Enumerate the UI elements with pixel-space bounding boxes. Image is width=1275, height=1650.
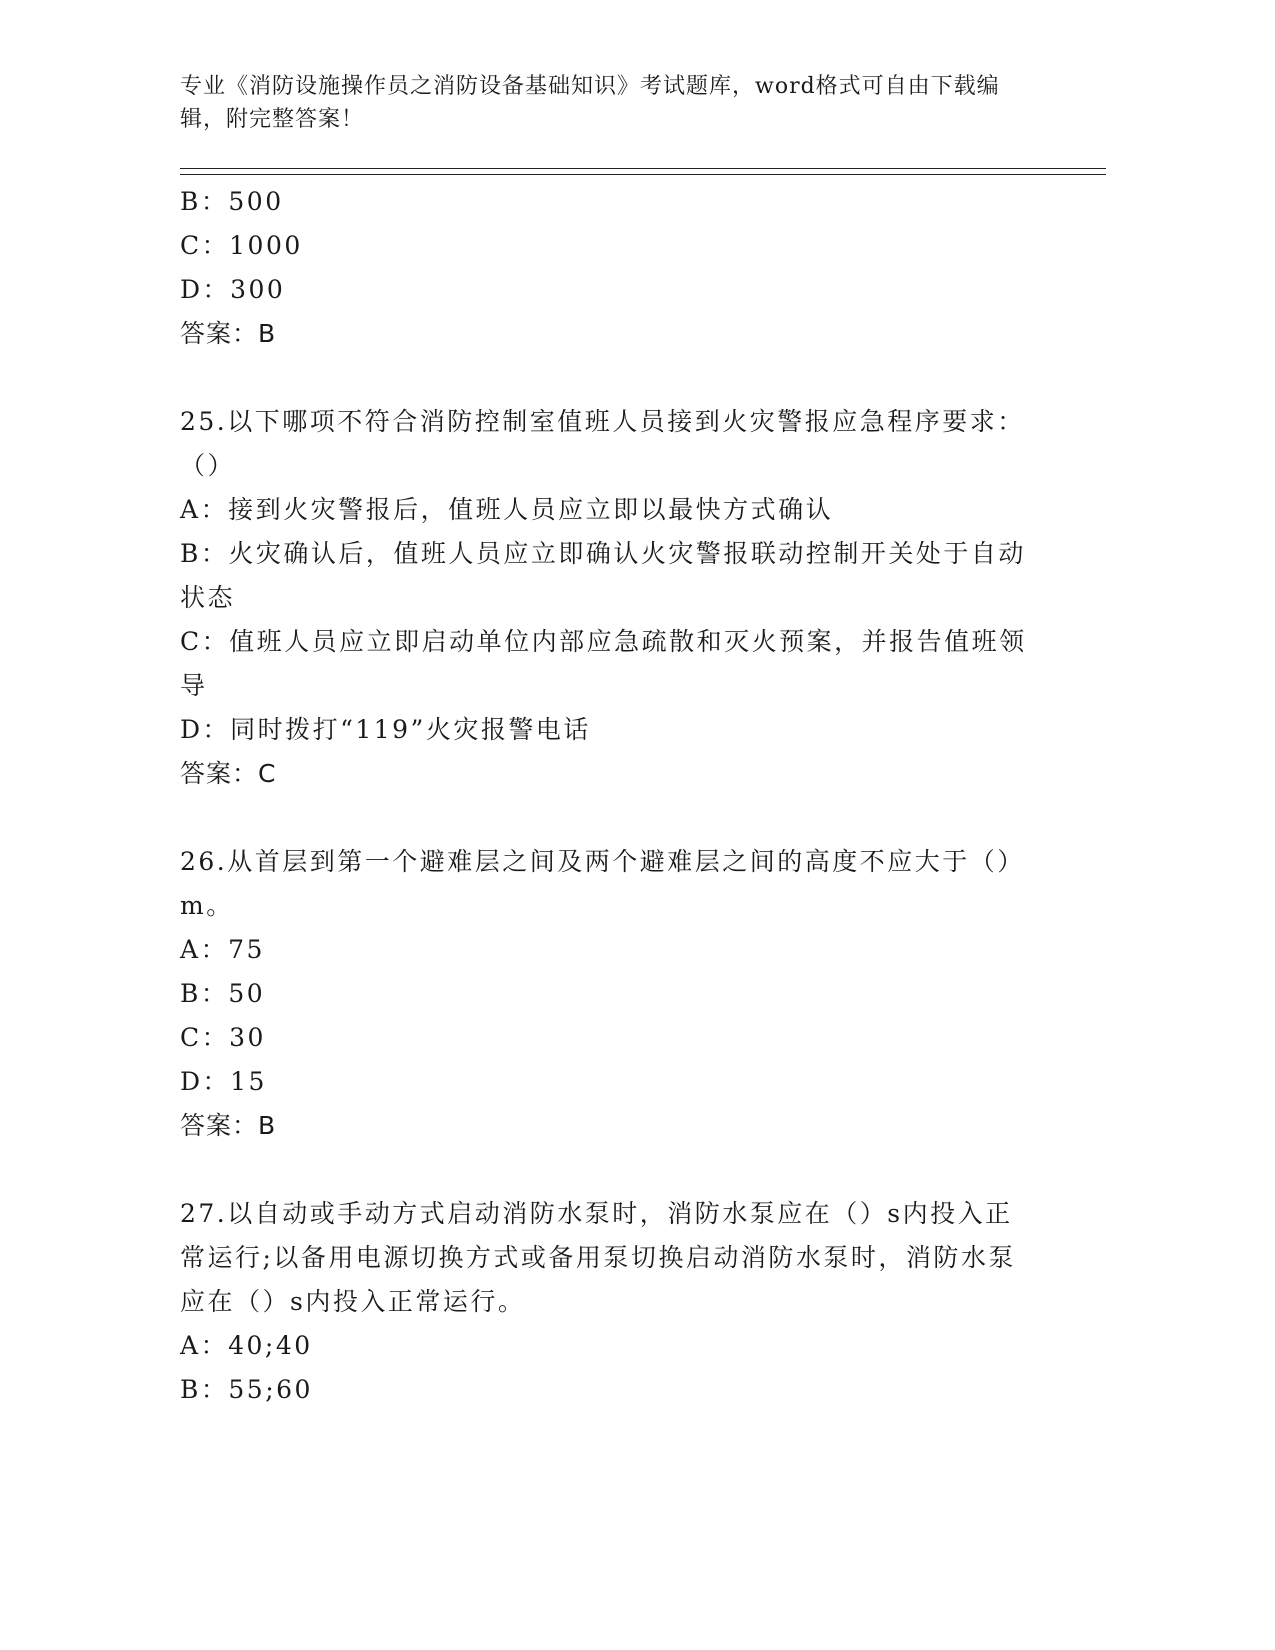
- page-header: 专业《消防设施操作员之消防设备基础知识》考试题库，word格式可自由下载编辑，附完整答案！: [180, 74, 1000, 132]
- option-b: B：55;60: [180, 1375, 313, 1404]
- question-stem: 25.以下哪项不符合消防控制室值班人员接到火灾警报应急程序要求：（）: [180, 407, 1025, 480]
- option-d: D：15: [180, 1067, 267, 1096]
- option-d: D：300: [180, 275, 286, 304]
- option-c: C：30: [180, 1023, 266, 1052]
- question-stem: 27.以自动或手动方式启动消防水泵时，消防水泵应在（）s内投入正常运行;以备用电源切换方式或备用泵切换启动消防水泵时，消防水泵应在（）s内投入正常运行。: [180, 1199, 1016, 1316]
- option-d: D：同时拨打“119”火灾报警电话: [180, 715, 591, 744]
- answer-line: 答案：B: [180, 319, 277, 348]
- header-divider-top: [180, 168, 1106, 169]
- option-a: A：40;40: [180, 1331, 313, 1360]
- option-c: C：1000: [180, 231, 303, 260]
- option-b: B：500: [180, 187, 284, 216]
- question-stem: 26.从首层到第一个避难层之间及两个避难层之间的高度不应大于（）m。: [180, 847, 1025, 920]
- option-c: C：值班人员应立即启动单位内部应急疏散和灭火预案，并报告值班领导: [180, 627, 1027, 700]
- answer-line: 答案：C: [180, 759, 277, 788]
- option-a: A：75: [180, 935, 265, 964]
- option-b: B：50: [180, 979, 266, 1008]
- option-b: B：火灾确认后，值班人员应立即确认火灾警报联动控制开关处于自动状态: [180, 539, 1026, 612]
- option-a: A：接到火灾警报后，值班人员应立即以最快方式确认: [180, 495, 834, 524]
- question-content: [180, 180, 1040, 1412]
- answer-line: 答案：B: [180, 1111, 277, 1140]
- header-divider-bottom: [180, 174, 1106, 175]
